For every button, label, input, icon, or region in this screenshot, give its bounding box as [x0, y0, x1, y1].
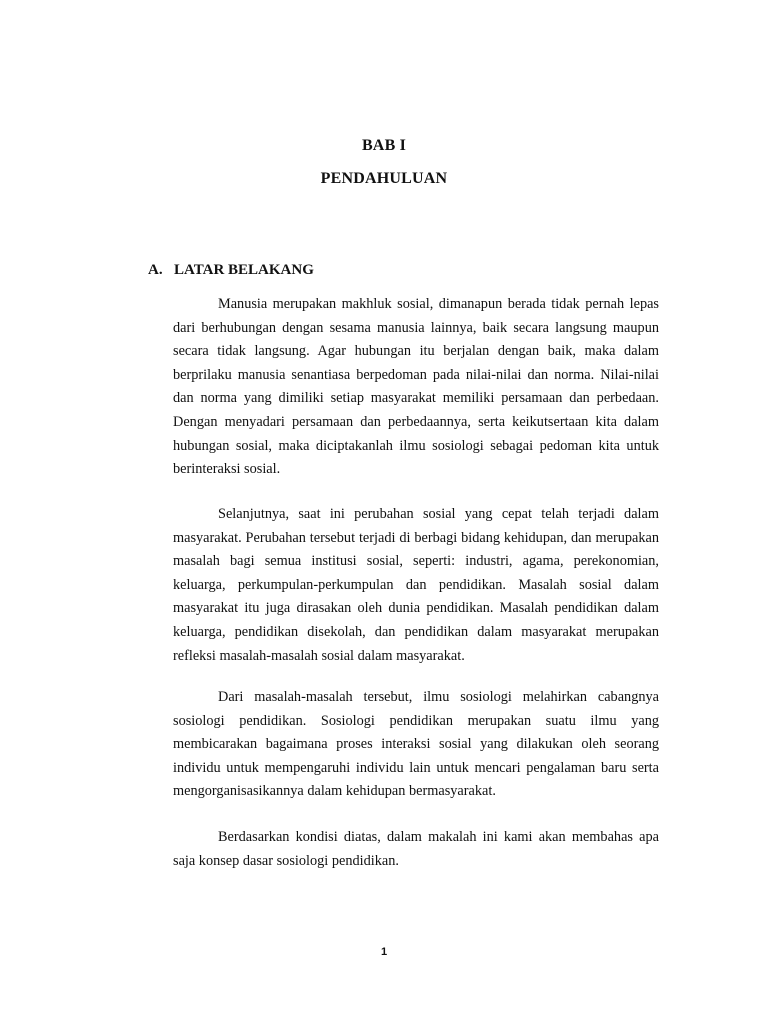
- paragraph: Selanjutnya, saat ini perubahan sosial yang cepat telah terjadi dalam masyarakat. Perubahan tersebut terjadi di berbagi bidang kehidupan, dan merupakan masalah bagi semua institusi sosial, seperti: industri, agama, perekonomian, keluarga, perkumpulan-perkumpulan dan pendidikan. Masalah sosial dalam masyarakat itu juga dirasakan oleh dunia pendidikan. Masalah pendidikan dalam keluarga, pendidikan disekolah, dan pendidikan dalam masyarakat merupakan refleksi masalah-masalah sosial dalam masyarakat.: [173, 506, 659, 664]
- section-heading: [148, 262, 314, 279]
- chapter-number: BAB I: [361, 137, 407, 154]
- chapter-title: PENDAHULUAN: [320, 170, 448, 187]
- paragraph-block: [173, 826, 659, 873]
- section-label: A.: [148, 262, 163, 278]
- section-title: LATAR BELAKANG: [174, 262, 314, 278]
- paragraph-block: [173, 686, 659, 804]
- paragraph-block: [173, 293, 659, 482]
- paragraph: Manusia merupakan makhluk sosial, dimanapun berada tidak pernah lepas dari berhubungan dengan sesama manusia lainnya, baik secara langsung maupun secara tidak langsung. Agar hubungan itu berjalan dengan baik, maka dalam berprilaku manusia senantiasa berpedoman pada nilai-nilai dan norma. Nilai-nilai dan norma yang dimiliki setiap masyarakat memiliki persamaan dan perbedaan. Dengan menyadari persamaan dan perbedaannya, serta keikutsertaan kita dalam hubungan sosial, maka diciptakanlah ilmu sosiologi sebagai pedoman kita untuk berinteraksi sosial.: [173, 296, 659, 478]
- page-number: 1: [380, 946, 388, 958]
- paragraph: Dari masalah-masalah tersebut, ilmu sosiologi melahirkan cabangnya sosiologi pendidikan. Sosiologi pendidikan merupakan suatu ilmu yang membicarakan bagaimana proses interaksi sosial yang dilakukan oleh seorang individu untuk mempengaruhi individu lain untuk mencari pengalaman baru serta mengorganisasikannya dalam kehidupan bermasyarakat.: [173, 689, 659, 800]
- paragraph: Berdasarkan kondisi diatas, dalam makalah ini kami akan membahas apa saja konsep dasar sosiologi pendidikan.: [173, 829, 659, 869]
- paragraph-block: [173, 503, 659, 668]
